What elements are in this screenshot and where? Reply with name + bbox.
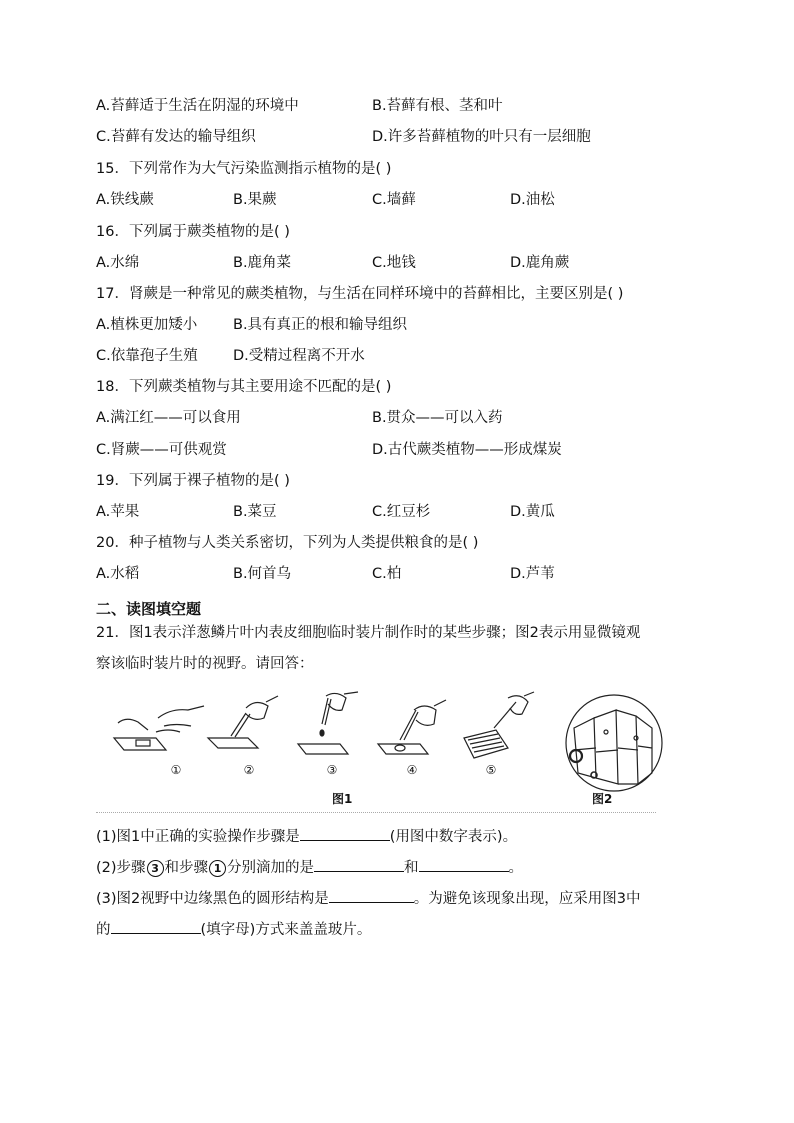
q21-sub3-text-c: 的 bbox=[96, 922, 111, 938]
q20-option-a: A.水稻 bbox=[96, 566, 140, 582]
q16-option-a: A.水绵 bbox=[96, 255, 140, 271]
q16-option-d: D.鹿角蕨 bbox=[510, 255, 570, 271]
step-label-4: ④ bbox=[406, 763, 418, 777]
q15-option-c: C.墙藓 bbox=[372, 192, 416, 208]
q17-option-a: A.植株更加矮小 bbox=[96, 317, 198, 333]
q17-option-d: D.受精过程离不开水 bbox=[233, 348, 365, 364]
figure-2-label: 图2 bbox=[592, 792, 613, 806]
q19-option-a: A.苹果 bbox=[96, 504, 140, 520]
q21-stem-line2: 察该临时装片时的视野。请回答： bbox=[96, 656, 314, 672]
q21-sub3-text-b: 。为避免该现象出现，应采用图3中 bbox=[413, 891, 641, 907]
q21-sub2-text-b: 分别滴加的是 bbox=[227, 860, 315, 876]
q21-sub2-text-a: (2)步骤 bbox=[96, 860, 146, 876]
q21-sub2-blank-1[interactable] bbox=[314, 857, 404, 872]
q19-stem: 19．下列属于裸子植物的是( ) bbox=[96, 473, 290, 489]
q16-stem: 16．下列属于蕨类植物的是( ) bbox=[96, 224, 290, 240]
q21-stem-line1: 21．图1表示洋葱鳞片叶内表皮细胞临时装片制作时的某些步骤；图2表示用显微镜观 bbox=[96, 625, 641, 641]
q21-sub3-line2 bbox=[96, 919, 371, 940]
q18-option-b: B.贯众——可以入药 bbox=[372, 410, 503, 426]
step5-illustration bbox=[464, 692, 534, 758]
q21-sub1-blank[interactable] bbox=[300, 826, 390, 841]
step-label-1: ① bbox=[170, 763, 182, 777]
q21-sub3-blank-1[interactable] bbox=[329, 888, 414, 903]
step4-illustration bbox=[378, 700, 446, 754]
q19-option-c: C.红豆杉 bbox=[372, 504, 431, 520]
q19-option-b: B.菜豆 bbox=[233, 504, 277, 520]
q19-option-d: D.黄瓜 bbox=[510, 504, 555, 520]
figure-1-2 bbox=[96, 688, 696, 813]
q21-sub1 bbox=[96, 826, 517, 847]
q16-option-c: C.地钱 bbox=[372, 255, 416, 271]
q17-option-c: C.依靠孢子生殖 bbox=[96, 348, 198, 364]
section-title: 二、读图填空题 bbox=[96, 600, 202, 618]
q15-option-b: B.果蕨 bbox=[233, 192, 277, 208]
q21-sub2-blank-2[interactable] bbox=[419, 857, 509, 872]
q21-sub3-blank-2[interactable] bbox=[111, 919, 201, 934]
q18-option-d: D.古代蕨类植物——形成煤炭 bbox=[372, 442, 562, 458]
step-label-5: ⑤ bbox=[485, 763, 497, 777]
q18-option-a: A.满江红——可以食用 bbox=[96, 410, 241, 426]
q18-stem: 18．下列蕨类植物与其主要用途不匹配的是( ) bbox=[96, 379, 392, 395]
q21-sub3-text-a: (3)图2视野中边缘黑色的圆形结构是 bbox=[96, 891, 329, 907]
step-1-marker: 1 bbox=[209, 860, 226, 877]
q21-sub3-line1 bbox=[96, 888, 641, 909]
q21-sub1-text-b: (用图中数字表示)。 bbox=[389, 829, 518, 845]
q20-option-d: D.芦苇 bbox=[510, 566, 555, 582]
q17-stem: 17．肾蕨是一种常见的蕨类植物，与生活在同样环境中的苔藓相比，主要区别是( ) bbox=[96, 286, 624, 302]
q15-option-d: D.油松 bbox=[510, 192, 555, 208]
q14-option-b: B.苔藓有根、茎和叶 bbox=[372, 98, 503, 114]
step1-illustration bbox=[114, 706, 204, 750]
q21-sub2-text-c: 和 bbox=[404, 860, 419, 876]
microscope-view-illustration bbox=[566, 695, 662, 791]
step2-illustration bbox=[208, 696, 278, 748]
q15-stem: 15．下列常作为大气污染监测指示植物的是( ) bbox=[96, 161, 392, 177]
step-3-marker: 3 bbox=[147, 860, 164, 877]
q20-option-b: B.何首乌 bbox=[233, 566, 292, 582]
q14-option-a: A.苔藓适于生活在阴湿的环境中 bbox=[96, 98, 299, 114]
q14-option-c: C.苔藓有发达的输导组织 bbox=[96, 129, 256, 145]
figure-1-label: 图1 bbox=[332, 792, 353, 806]
q21-sub2-text-mid: 和步骤 bbox=[164, 860, 209, 876]
figure-divider bbox=[96, 812, 656, 813]
q20-stem: 20．种子植物与人类关系密切，下列为人类提供粮食的是( ) bbox=[96, 535, 479, 551]
q21-sub3-text-d: (填字母)方式来盖盖玻片。 bbox=[200, 922, 372, 938]
q21-sub2-text-d: 。 bbox=[508, 860, 524, 876]
q17-option-b: B.具有真正的根和输导组织 bbox=[233, 317, 408, 333]
q15-option-a: A.铁线蕨 bbox=[96, 192, 154, 208]
q20-option-c: C.柏 bbox=[372, 566, 402, 582]
q14-option-d: D.许多苔藓植物的叶只有一层细胞 bbox=[372, 129, 591, 145]
q21-sub2 bbox=[96, 857, 523, 878]
step-label-3: ③ bbox=[326, 763, 338, 777]
step-label-2: ② bbox=[243, 763, 255, 777]
q21-sub1-text-a: (1)图1中正确的实验操作步骤是 bbox=[96, 829, 300, 845]
q18-option-c: C.肾蕨——可供观赏 bbox=[96, 442, 227, 458]
step3-illustration bbox=[298, 692, 358, 754]
q16-option-b: B.鹿角菜 bbox=[233, 255, 292, 271]
